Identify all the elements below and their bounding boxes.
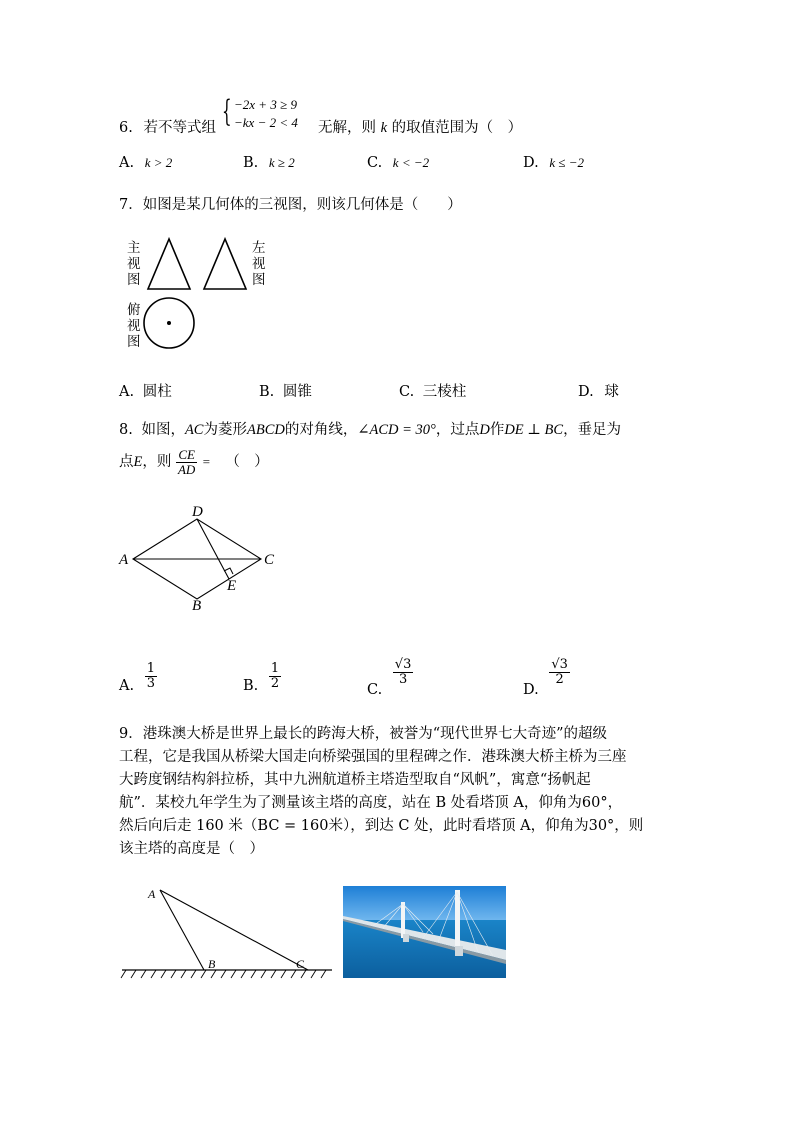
point-label-c: C (296, 957, 305, 971)
fraction-numerator: CE (176, 448, 197, 463)
option-letter: B. (259, 384, 275, 400)
option-letter: A. (119, 678, 135, 695)
q8-e: E (133, 454, 143, 471)
q6-system-line-1: −2x + 3 ≥ 9 (234, 97, 297, 112)
option-letter: B. (243, 155, 259, 171)
point-label-b: B (208, 957, 216, 971)
q8-text: 作 (489, 422, 505, 438)
option-text: k > 2 (144, 155, 173, 170)
fraction-denominator: AD (177, 461, 196, 477)
q8-text: 点 (119, 454, 134, 471)
q6-stem-tail (318, 116, 522, 137)
q6-label: 6. (119, 120, 133, 136)
option-letter: A. (119, 155, 135, 171)
q8-text: 的对角线， (284, 422, 358, 438)
option-text: k ≤ −2 (549, 155, 585, 170)
option-letter: D. (523, 155, 539, 171)
point-label-d: D (192, 504, 203, 520)
fraction-denominator: 2 (555, 671, 564, 687)
view-label-left: 左视图 (252, 240, 266, 288)
q8-text: ，垂足为 (563, 422, 622, 438)
option-letter: C. (367, 682, 383, 699)
q6-k: k (380, 120, 388, 136)
q9-line-4: 航”．某校九年学生为了测量该主塔的高度，站在 B 处看塔顶 A，仰角为60°， (119, 795, 623, 811)
option-text: k ≥ 2 (268, 155, 295, 170)
segment-de (197, 519, 229, 579)
option-letter: C. (399, 384, 415, 400)
view-label-front: 主视图 (127, 240, 141, 288)
q6-system-line-2: −kx − 2 < 4 (234, 115, 298, 130)
option-letter: C. (367, 155, 383, 171)
q9-line-5: 然后向后走 160 米（BC = 160米），到达 C 处，此时看塔顶 A，仰角为30°，则 (119, 818, 644, 834)
q6-prompt-tail-b: 的取值范围为（ ） (391, 120, 523, 136)
q6-system-brace: { (222, 94, 232, 129)
option-letter: D. (523, 682, 539, 699)
point-label-a: A (148, 887, 156, 901)
q8-paren: （ ） (225, 454, 269, 471)
point-label-a: A (119, 552, 129, 568)
q7-option-a[interactable] (119, 380, 172, 401)
q8-option-d[interactable] (523, 658, 570, 698)
fraction-numerator: √3 (394, 657, 412, 672)
option-text: k < −2 (392, 155, 430, 170)
q8-angle: ∠ACD = 30° (357, 422, 436, 438)
q9-line-2: 工程，它是我国从桥梁大国走向桥梁强国的里程碑之作．港珠澳大桥主桥为三座 (119, 749, 627, 765)
q9-elevation-figure (116, 882, 338, 982)
point-label-b: B (192, 598, 202, 614)
option-text: 圆柱 (142, 384, 172, 400)
q6-option-b[interactable] (243, 155, 295, 171)
option-fraction (549, 658, 570, 686)
q8-stem-line1 (119, 418, 621, 439)
q8-label: 8. (119, 422, 133, 438)
option-text: 球 (604, 384, 619, 400)
q8-stem-line2 (119, 448, 269, 476)
q9-line-1: 9．港珠澳大桥是世界上最长的跨海大桥，被誉为“现代世界七大奇迹”的超级 (119, 726, 608, 742)
fraction-denominator: 2 (270, 675, 280, 691)
point-label-c: C (264, 552, 275, 568)
top-view-center-dot (167, 321, 171, 325)
q8-perp: DE ⊥ BC (504, 422, 564, 438)
front-view-triangle (148, 239, 190, 289)
point-label-e: E (227, 578, 237, 594)
view-label-top: 俯视图 (127, 302, 141, 350)
q8-option-b[interactable] (243, 662, 281, 694)
q8-text: 如图， (141, 422, 185, 438)
option-text: 圆锥 (282, 384, 312, 400)
q8-abcd: ABCD (246, 422, 285, 438)
q7-option-b[interactable] (259, 380, 312, 401)
option-letter: A. (119, 384, 135, 400)
option-text: 三棱柱 (422, 384, 467, 400)
option-fraction (393, 658, 414, 686)
bridge-photo (343, 886, 506, 978)
q7-option-d[interactable] (578, 380, 619, 401)
q8-ac: AC (184, 422, 204, 438)
q7-stem: 7．如图是某几何体的三视图，则该几何体是（ ） (119, 197, 462, 213)
option-letter: D. (578, 384, 594, 400)
q6-prompt: 若不等式组 (143, 120, 216, 136)
q8-option-a[interactable] (119, 662, 157, 694)
q8-ratio-fraction (176, 448, 197, 476)
q8-option-c[interactable] (367, 658, 413, 698)
q6-prompt-tail-a: 无解，则 (318, 120, 376, 136)
q7-option-c[interactable] (399, 380, 466, 401)
q8-d: D (479, 422, 490, 438)
option-fraction (269, 662, 281, 690)
q9-stem (119, 723, 679, 861)
q6-stem (119, 116, 216, 137)
fraction-numerator: 1 (270, 661, 280, 676)
option-letter: B. (243, 678, 259, 695)
q8-text: ，则 (142, 454, 172, 471)
q6-option-a[interactable] (119, 155, 172, 171)
fraction-numerator: √3 (551, 657, 568, 672)
q8-equals: = (201, 454, 211, 470)
ground-hatching (121, 970, 326, 978)
q8-rhombus-figure (113, 500, 283, 615)
q8-text: ，过点 (435, 422, 480, 438)
fraction-numerator: 1 (146, 661, 155, 676)
left-view-triangle (204, 239, 246, 289)
fraction-denominator: 3 (146, 675, 155, 691)
q6-option-d[interactable] (523, 155, 584, 171)
q8-text: 为菱形 (203, 422, 247, 438)
fraction-denominator: 3 (398, 671, 408, 687)
option-fraction (145, 662, 157, 690)
q9-line-3: 大跨度钢结构斜拉桥，其中九洲航道桥主塔造型取自“风帆”，寓意“扬帆起 (119, 772, 591, 788)
q9-line-6: 该主塔的高度是（ ） (119, 841, 264, 857)
q6-option-c[interactable] (367, 155, 429, 171)
